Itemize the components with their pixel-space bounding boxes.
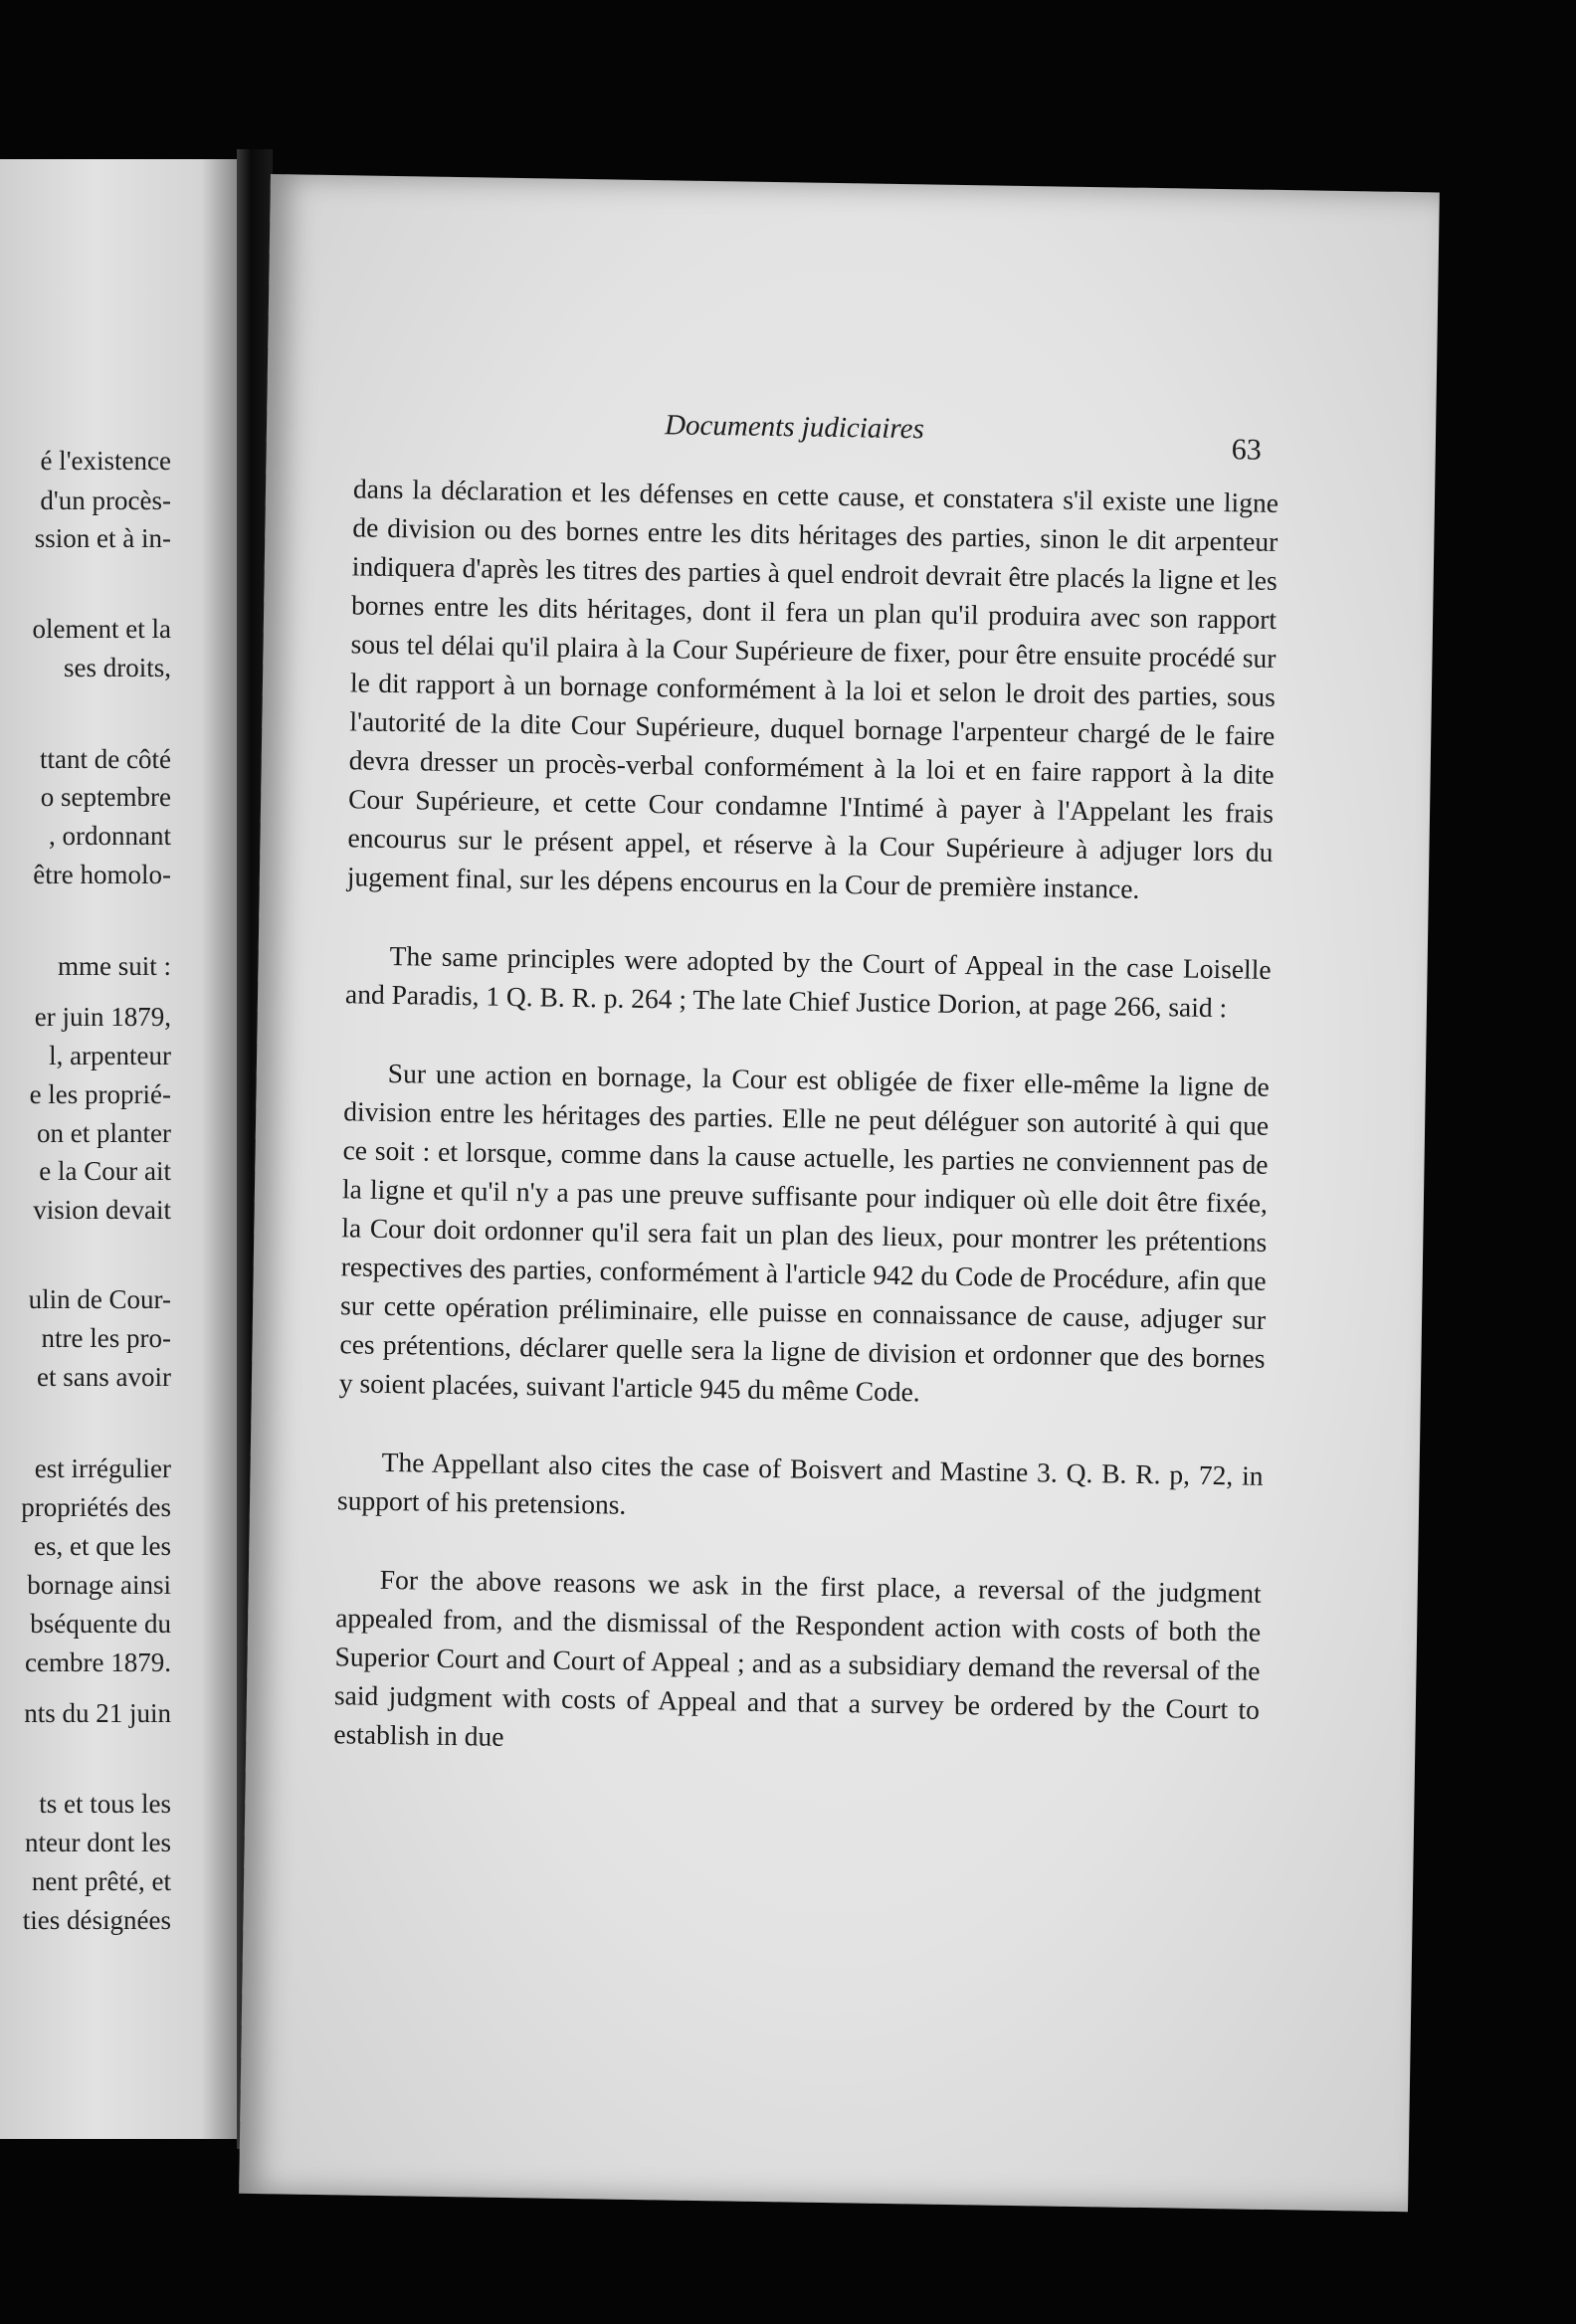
left-page-line: ssion et à in- <box>34 523 171 553</box>
left-page-line: est irrégulier <box>34 1453 171 1483</box>
left-page-line: e les proprié- <box>29 1079 171 1109</box>
left-page-line: es, et que les <box>34 1531 171 1561</box>
left-page-line: bséquente du <box>30 1609 171 1639</box>
left-page-line: d'un procès- <box>40 485 171 515</box>
paragraph-appellant-cites: The Appellant also cites the case of Boisvert and Mastine 3. Q. B. R. p, 72, in support of his pretensions. <box>336 1446 1264 1520</box>
left-page-line: ulin de Cour- <box>28 1284 171 1314</box>
page-number: 63 <box>1231 433 1263 467</box>
left-page-line: olement et la <box>32 614 171 644</box>
left-page-line: propriétés des <box>21 1492 171 1522</box>
left-page <box>0 159 237 2139</box>
body-text <box>333 469 1279 1767</box>
left-page-line: é l'existence <box>40 446 171 476</box>
left-page-line: nent prêté, et <box>31 1866 171 1896</box>
left-page-line: nts du 21 juin <box>24 1698 171 1728</box>
left-page-line: cembre 1879. <box>25 1647 171 1677</box>
left-page-line: on et planter <box>37 1118 171 1148</box>
left-page-line: l, arpenteur <box>49 1041 171 1070</box>
paragraph-conclusion: For the above reasons we ask in the first place, a reversal of the judgment appealed from, and the dismissal of the Respondent action with costs of both the Superior Court and Court of Appeal ; and as a subsidiary demand the reversal of the said judgment with costs of Appeal and that a survey be ordered by the Court to establish in due <box>333 1563 1262 1752</box>
left-page-line: ttant de côté <box>40 744 171 774</box>
left-page-line: er juin 1879, <box>34 1002 171 1032</box>
left-page-line: ses droits, <box>64 653 171 682</box>
left-page-line: bornage ainsi <box>27 1570 171 1600</box>
left-page-line: nteur dont les <box>25 1828 171 1857</box>
paragraph-quotation-bornage: Sur une action en bornage, la Cour est obligée de fixer elle-même la ligne de division entre les héritages des parties. Elle ne peut déléguer son autorité à qui que ce soit : et lorsque, comme dans la cause actuelle, les parties ne conviennent pas de la ligne et qu'il n'y a pas une preuve suffisante pour indiquer où elle doit être fixée, la Cour doit ordonner qu'il sera fait un plan des lieux, pour montrer les prétentions respectives des parties, conformément à l'article 942 du Code de Procédure, afin que sur cette opération préliminaire, elle puisse en connaissance de cause, adjuger sur ces prétentions, déclarer quelle sera la ligne de division et ordonner que des bornes y soient placées, suivant l'article 945 du même Code. <box>338 1057 1270 1408</box>
left-page-line: mme suit : <box>58 951 171 981</box>
left-page-line: o septembre <box>40 782 171 812</box>
left-page-line: vision devait <box>33 1195 171 1225</box>
left-page-line: ties désignées <box>22 1905 171 1935</box>
left-page-line: être homolo- <box>33 860 171 889</box>
left-page-line: ntre les pro- <box>41 1323 171 1353</box>
left-page-line: ts et tous les <box>39 1789 171 1819</box>
paragraph-judgment-continuation: dans la déclaration et les défenses en cette cause, et constatera s'il existe une ligne de division ou des bornes entre les dits héritages des parties, sinon le dit arpenteur indiquera d'après les titres des parties à quel endroit devrait être placés la ligne et les bornes entre les dits héritages, dont il fera un plan qu'il produira avec son rapport sous tel délai qu'il plaira à la Cour Supérieure de fixer, pour être ensuite procédé sur le dit rapport à un bornage conformément à la loi et selon le droit des parties, sous l'autorité de la dite Cour Supérieure, duquel bornage l'arpenteur chargé de le faire devra dresser un procès-verbal conformément à la loi et en faire rapport à la dite Cour Supérieure, et cette Cour condamne l'Intimé à payer à l'Appelant les frais encourus sur le présent appel, et réserve à la Cour Supérieure à adjuger lors du jugement final, sur les dépens encourus en la Cour de première instance. <box>346 473 1280 904</box>
left-page-line: e la Cour ait <box>39 1156 171 1186</box>
running-header: Documents judiciaires <box>664 409 925 446</box>
left-page-line: et sans avoir <box>37 1362 171 1392</box>
left-page-line: , ordonnant <box>49 821 171 851</box>
right-page <box>239 174 1440 2212</box>
paragraph-same-principles: The same principles were adopted by the Court of Appeal in the case Loiselle and Paradis, 1 Q. B. R. p. 264 ; The late Chief Justice Dorion, at page 266, said : <box>344 939 1272 1024</box>
